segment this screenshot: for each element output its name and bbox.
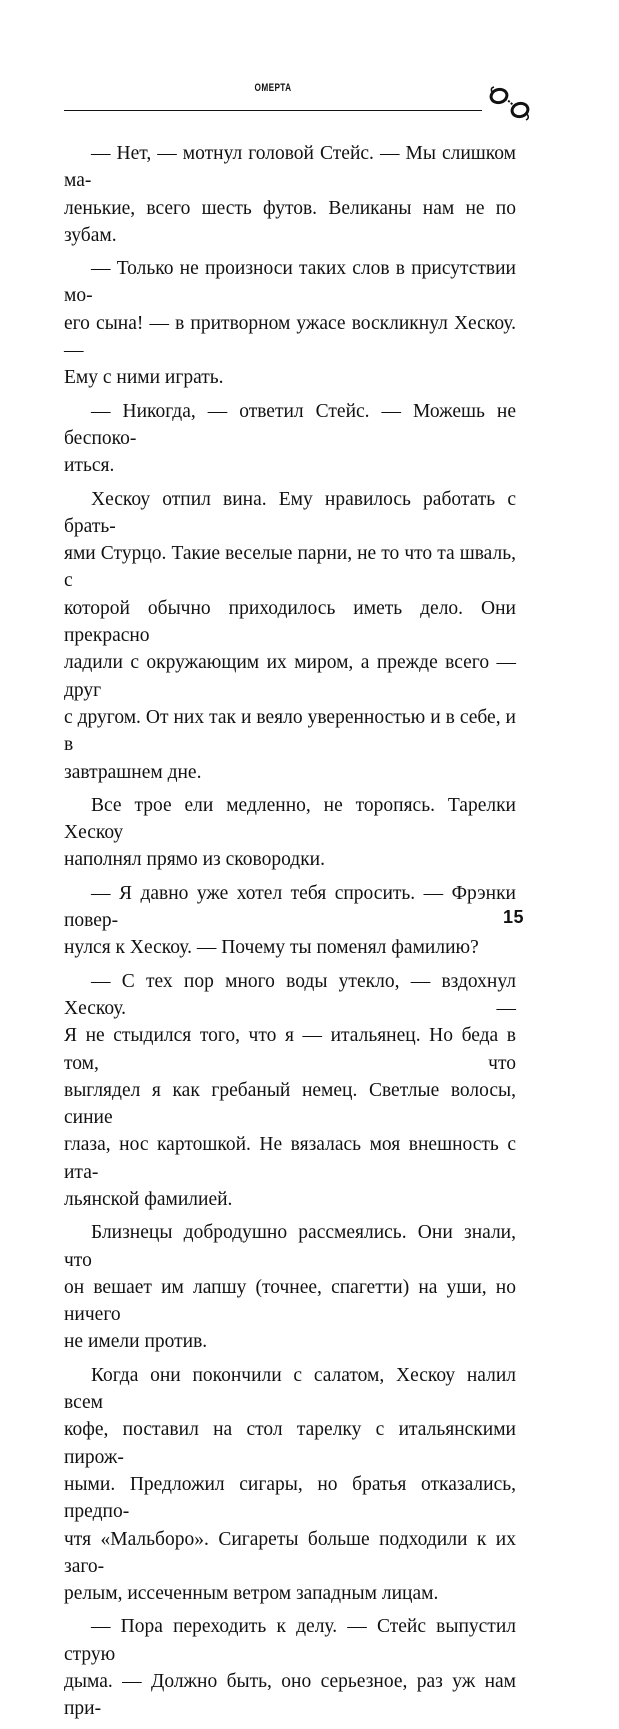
- text-line: Близнецы добродушно рассмеялись. Они знали, что: [64, 1222, 516, 1271]
- text-line: наполнял прямо из сковородки.: [64, 849, 325, 871]
- text-line: иться.: [64, 455, 115, 477]
- paragraph: [64, 398, 516, 480]
- handcuffs-icon: [487, 86, 533, 122]
- text-line: ленькие, всего шесть футов. Великаны нам не по зубам.: [64, 197, 516, 246]
- text-line: нулся к Хескоу. — Почему ты поменял фамилию?: [64, 937, 479, 959]
- text-line: он вешает им лапшу (точнее, спагетти) на уши, но ничего: [64, 1276, 516, 1326]
- text-line: ями Стурцо. Такие веселые парни, не то что та шваль, с: [64, 543, 516, 592]
- text-line: с другом. От них так и веяло уверенностью и в себе, и в: [64, 706, 516, 756]
- text-line: Ему с ними играть.: [64, 367, 224, 389]
- paragraph: [64, 255, 516, 391]
- text-line: его сына! — в притворном ужасе воскликнул Хескоу. —: [64, 312, 516, 362]
- text-line: глаза, нос картошкой. Не вязалась моя внешность с ита-: [64, 1134, 516, 1183]
- text-line: льянской фамилией.: [64, 1188, 233, 1210]
- text-line: кофе, поставил на стол тарелку с итальянскими пирож-: [64, 1419, 516, 1468]
- paragraph: [64, 880, 516, 962]
- paragraph: [64, 140, 516, 249]
- paragraph: [64, 968, 516, 1214]
- text-line: Хескоу отпил вина. Ему нравилось работать с брать-: [64, 488, 516, 537]
- text-line: релым, иссеченным ветром западным лицам.: [64, 1583, 439, 1605]
- body-text: [64, 140, 516, 1729]
- running-header: [64, 76, 482, 111]
- text-line: чтя «Мальборо». Сигареты больше подходили к их заго-: [64, 1528, 516, 1577]
- text-line: дыма. — Должно быть, оно серьезное, раз уж нам при-: [64, 1671, 516, 1720]
- text-line: ными. Предложил сигары, но братья отказались, предпо-: [64, 1473, 516, 1523]
- text-line: Я не стыдился того, что я — итальянец. Но беда в том, что: [64, 1025, 516, 1074]
- paragraph: [64, 1219, 516, 1355]
- text-line: — Только не произноси таких слов в присутствии мо-: [64, 258, 516, 307]
- text-line: — Нет, — мотнул головой Стейс. — Мы слишком ма-: [64, 143, 516, 192]
- paragraph: [64, 792, 516, 874]
- paragraph: [64, 1613, 516, 1722]
- text-line: — Никогда, — ответил Стейс. — Можешь не беспоко-: [64, 400, 516, 449]
- text-line: Когда они покончили с салатом, Хескоу налил всем: [64, 1364, 516, 1414]
- text-line: — Пора переходить к делу. — Стейс выпустил струю: [64, 1616, 516, 1665]
- paragraph: [64, 1362, 516, 1608]
- text-line: — Я давно уже хотел тебя спросить. — Фрэнки повер-: [64, 882, 516, 932]
- text-line: ладили с окружающим их миром, а прежде всего — друг: [64, 652, 516, 701]
- text-line: Все трое ели медленно, не торопясь. Тарелки Хескоу: [64, 794, 516, 844]
- page-number: 15: [502, 907, 524, 927]
- paragraph: [64, 486, 516, 786]
- running-header-title: ОМЕРТА: [254, 82, 292, 94]
- text-line: выглядел я как гребаный немец. Светлые волосы, синие: [64, 1079, 516, 1129]
- text-line: не имели против.: [64, 1331, 208, 1353]
- text-line: которой обычно приходилось иметь дело. Они прекрасно: [64, 597, 516, 647]
- text-line: завтрашнем дне.: [64, 761, 202, 783]
- text-line: — С тех пор много воды утекло, — вздохнул Хескоу. —: [64, 970, 516, 1019]
